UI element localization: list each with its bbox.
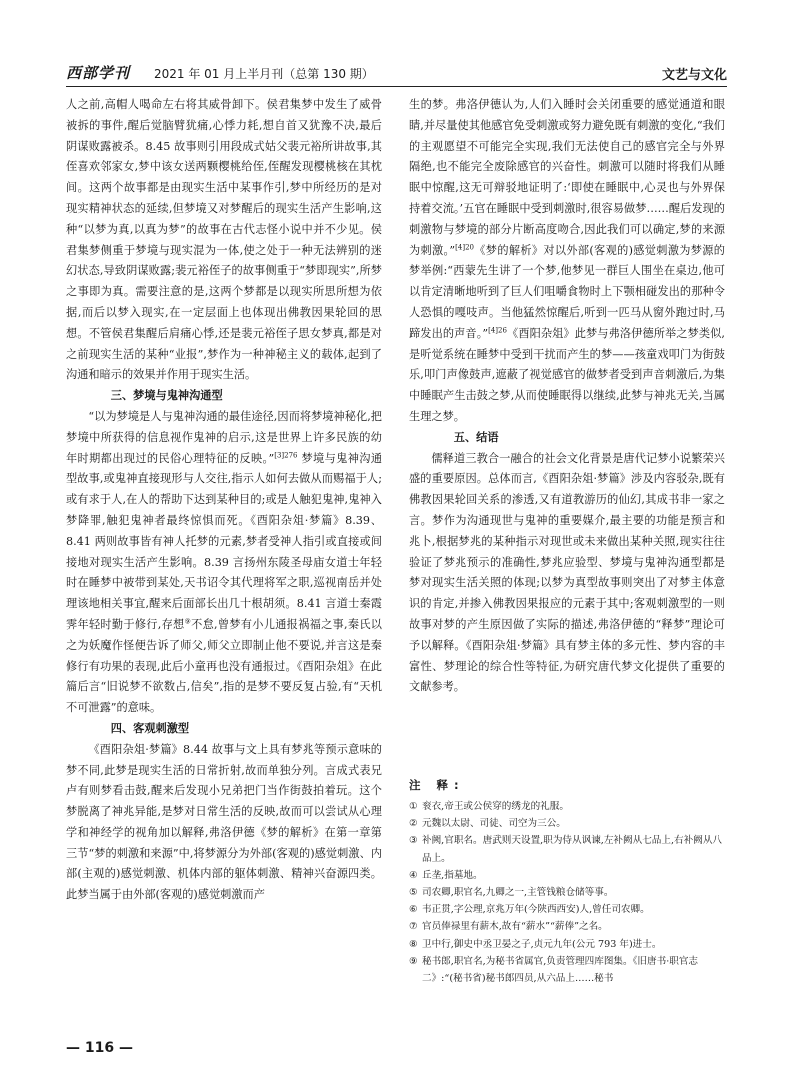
note-item: [409, 953, 729, 987]
page-number: — 116 —: [66, 1040, 133, 1056]
journal-logo: 西部学刊: [66, 64, 131, 82]
note-text: 丘垄,指墓地。: [422, 869, 483, 881]
left-column: [66, 95, 382, 906]
note-number: ④: [409, 869, 418, 881]
note-text: 秘书郎,职官名,为秘书省属官,负责管理四库图集。《旧唐书·职官志二》:“(秘书省)秘书郎四员,从六品上……秘书: [422, 955, 699, 985]
body-paragraph: 《酉阳杂俎·梦篇》8.44 故事与文上具有梦兆等预示意味的梦不同,此梦是现实生活的日常折射,故而单独分列。言成式表兄卢有则梦看击鼓,醒来后发现小兄弟把门当作街鼓拍着玩。这个梦脱离了神兆异能,是梦对日常生活的反映,故而可以尝试从心理学和神经学的视角加以解释,弗洛伊德《梦的解析》在第一章第三节“梦的刺激和来源”中,将梦源分为外部(客观的)感觉刺激、内部(主观的)感觉刺激、机体内部的躯体刺激、精神兴奋源四类。此梦当属于由外部(客观的)感觉刺激而产: [66, 742, 382, 902]
note-number: ⑥: [409, 904, 418, 916]
section-name: 文艺与文化: [661, 68, 727, 83]
note-item: [409, 936, 729, 953]
right-column: [409, 95, 725, 698]
issue-info: 2021 年 01 月上半月刊（总第 130 期）: [154, 67, 374, 81]
notes-list: [409, 798, 729, 987]
note-number: ⑦: [409, 921, 418, 933]
note-item: [409, 798, 729, 815]
note-text: 卫中行,御史中丞卫晏之子,贞元九年(公元 793 年)进士。: [422, 938, 662, 950]
note-text: 衮衣,帝王或公侯穿的绣龙的礼服。: [422, 801, 569, 812]
note-item: [409, 832, 729, 866]
note-number: ③: [409, 835, 418, 847]
note-number: ⑨: [409, 955, 418, 967]
citation-ref: [3]276: [274, 450, 298, 459]
body-paragraph: 生的梦。弗洛伊德认为,人们入睡时会关闭重要的感觉通道和眼睛,并尽量使其他感官免受刺激或努力避免既有刺激的变化,“我们的主观愿望不可能完全实现,我们无法使自己的感官完全与外界隔绝,也不能完全废除感官的兴奋性。刺激可以随时将我们从睡眠中惊醒,这无可辩驳地证明了:‘即使在睡眠中,心灵也与外界保持着交流。’五官在睡眠中受到刺激时,很容易做梦……醒后发现的刺激物与梦境的部分片断高度吻合,因此我们可以确定,梦的来源为刺激。”$^{[4]20}$《梦的解析》对以外部(客观的)感觉刺激为梦源的梦举例:“西蒙先生讲了一个梦,他梦见一群巨人围坐在桌边,他可以肯定清晰地听到了巨人们咀嚼食物时上下颚相碰发出的那种令人恐惧的嘎吱声。当他猛然惊醒后,听到一匹马从窗外跑过时,马蹄发出的声音。”$^{[4]26}$《酉阳杂俎》此梦与弗洛伊德所举之梦类似,是听觉系统在睡梦中受到干扰而产生的梦——孩童戏叩门为街鼓乐,叩门声像鼓声,遮蔽了视觉感官的做梦者受到声音刺激后,为集中睡眠产生击鼓之梦,从而使睡眠得以继续,此梦与神兆无关,当属生理之梦。: [409, 98, 725, 423]
note-ref: ⑨: [184, 617, 192, 626]
notes-heading: 注 释:: [409, 778, 465, 792]
note-item: [409, 884, 729, 901]
running-header: [66, 60, 727, 87]
note-text: 补阙,官职名。唐武则天设置,职为侍从讽谏,左补阙从七品上,右补阙从八品上。: [422, 835, 723, 864]
body-paragraph: 人之前,高帽人喝命左右将其威骨卸下。侯君集梦中发生了威骨被拆的事件,醒后觉脑臂犹痛,心悸力耗,想自首又犹豫不决,最后阴谋败露被杀。8.45 故事则引用段成式姑父裴元裕所讲故事,其侄喜欢邻家女,梦中该女送两颗樱桃给侄,侄醒发现樱桃核在其枕间。这两个故事都是由现实生活中某事作引,梦中所经历的是对现实精神状态的延续,但梦境又对梦醒后的现实生活产生影响,这种“以梦为真,以真为梦”的故事在古代志怪小说中并不少见。侯君集梦侧重于梦境与现实混为一体,使之处于一种无法辨别的迷幻状态,导致阴谋败露;裴元裕侄子的故事侧重于“梦即现实”,所梦之事即为真。需要注意的是,这两个梦都是以现实所思所想为依据,而后以梦入现实,在一定层面上也体现出佛教因果轮回的思想。不管侯君集醒后肩痛心悸,还是裴元裕侄子思女梦真,都是对之前现实生活的某种“业报”,梦作为一种神秘主义的载体,起到了沟通和暗示的效果并作用于现实生活。: [66, 98, 382, 382]
note-text: 韦正贯,字公理,京兆万年(今陕西西安)人,曾任司农卿。: [422, 904, 650, 916]
section-heading-4: 四、客观刺激型: [110, 721, 190, 735]
body-paragraph: 儒释道三教合一融合的社会文化背景是唐代记梦小说繁荣兴盛的重要原因。总体而言,《酉阳杂俎·梦篇》涉及内容驳杂,既有佛教因果轮回关系的渗透,又有道教游历的仙幻,其成书非一家之言。梦作为沟通现世与鬼神的重要媒介,最主要的功能是预言和兆卜,根据梦兆的某种指示对现世或未来做出某种关照,现实往往验证了梦兆预示的准确性,梦兆应验型、梦境与鬼神沟通型都是梦对现实生活关照的体现;以梦为真型故事则突出了对梦主体意识的肯定,并掺入佛教因果报应的元素于其中;客观刺激型的一则故事对梦的产生原因做了实际的描述,弗洛伊德的“释梦”理论可予以解释。《酉阳杂俎·梦篇》具有梦主体的多元性、梦内容的丰富性、梦理论的综合性等特征,为研究唐代梦文化提供了重要的文献参考。: [409, 451, 725, 694]
note-number: ⑧: [409, 938, 418, 950]
note-item: [409, 901, 729, 918]
section-heading-5: 五、结语: [453, 430, 499, 444]
note-text: 司农卿,职官名,九卿之一,主管钱粮仓储等事。: [422, 887, 614, 899]
body-paragraph: “以为梦境是人与鬼神沟通的最佳途径,因而将梦境神秘化,把梦境中所获得的信息视作鬼神的启示,这是世界上许多民族的幼年时期都出现过的民俗心理特征的反映。”$^{[3]276}$ 梦境与鬼神沟通型故事,或鬼神直接现形与人交往,指示人如何去做从而赐福于人;或有求于人,在人的帮助下达到某种目的;或是人触犯鬼神,鬼神入梦降罪,触犯鬼神者最终惊惧而死。《酉阳杂俎·梦篇》8.39、8.41 两则故事皆有神人托梦的元素,梦者受神人指引或直接或间接地对现实生活产生影响。8.39 言扬州东陵圣母庙女道士年轻时在睡梦中被带到某处,天书诏令其代理将军之职,巡视南岳并处理该地相关事宜,醒来后面部长出几十根胡须。8.41 言道士秦霞霁年轻时勤于修行,存想⑨不怠,曾梦有小儿通报祸福之事,秦氏以之为妖魔作怪便告诉了师父,师父立即制止他不要说,并言这是秦修行有功果的表现,此后小童再也没有通报过。《酉阳杂俎》在此篇后言“旧说梦不欲数占,信矣”,指的是梦不要反复占验,有“天机不可泄露”的意味。: [66, 409, 383, 715]
note-text: 官员俸禄里有薪木,故有“薪水”“薪俸”之名。: [422, 921, 608, 933]
note-number: ⑤: [409, 887, 418, 899]
note-number: ①: [409, 801, 418, 812]
note-number: ②: [409, 818, 418, 830]
note-item: [409, 815, 729, 832]
note-text: 元魏以太尉、司徒、司空为三公。: [422, 818, 566, 830]
citation-ref: [4]20: [455, 242, 474, 251]
note-item: [409, 867, 729, 884]
citation-ref: [4]26: [488, 326, 507, 335]
note-item: [409, 918, 729, 935]
section-heading-3: 三、梦境与鬼神沟通型: [110, 389, 223, 403]
